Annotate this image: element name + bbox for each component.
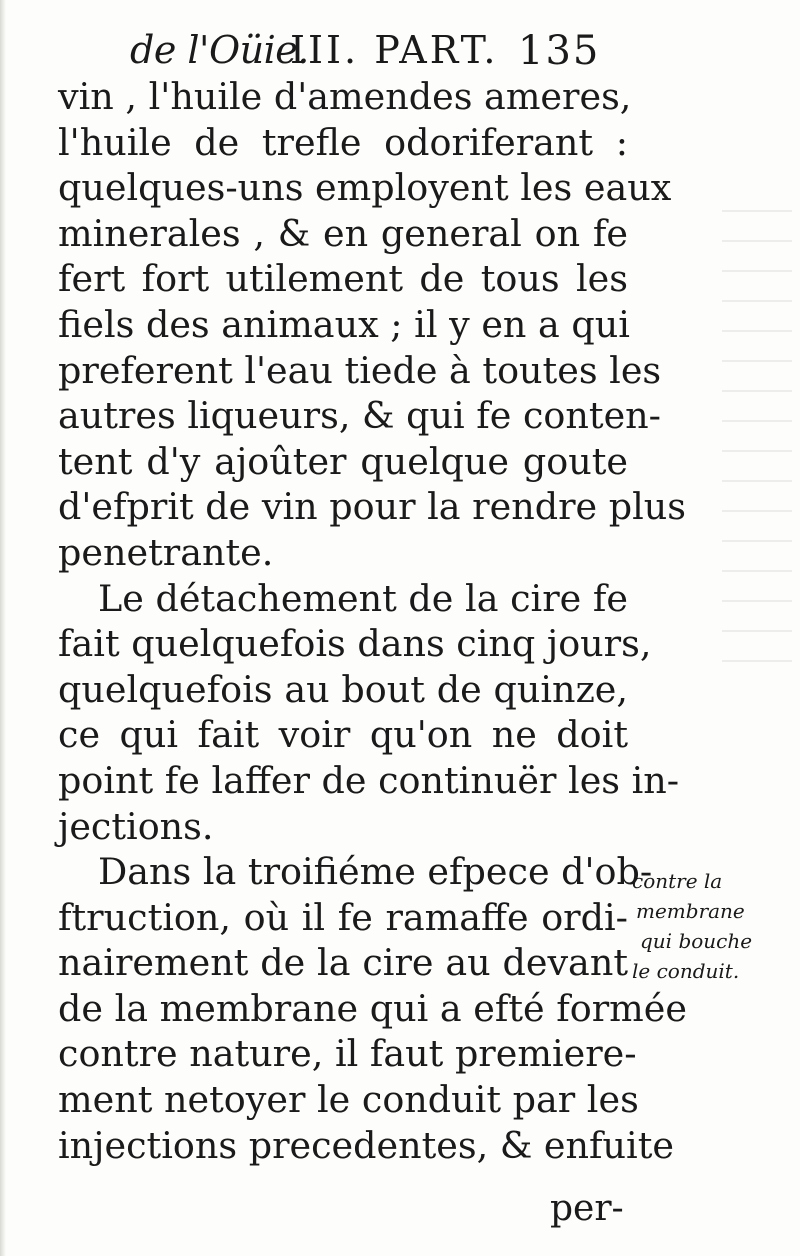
running-title: de l'Oüie.: [130, 28, 309, 72]
text-line: fert fort utilement de tous les: [58, 257, 628, 301]
text-line: de la membrane qui a efté formée: [58, 986, 687, 1030]
text-line: l'huile de trefle odoriferant :: [58, 120, 628, 164]
margin-note-line: contre la: [632, 869, 723, 893]
paragraph-start: Dans la troifiéme efpece d'ob-: [98, 850, 653, 894]
text-line: contre nature, il faut premiere-: [58, 1032, 637, 1076]
text-line: autres liqueurs, & qui fe conten-: [58, 394, 662, 438]
text-line: point fe laffer de continuër les in-: [58, 758, 680, 802]
text-line: fiels des animaux ; il y en a qui: [58, 302, 630, 346]
text-line: ce qui fait voir qu'on ne doit: [58, 713, 628, 757]
text-line: fait quelquefois dans cinq jours,: [58, 622, 652, 666]
text-line: minerales , & en general on fe: [58, 211, 628, 255]
text-line: penetrante.: [58, 530, 274, 574]
page-number: 135: [518, 28, 601, 74]
page-header: [0, 22, 800, 82]
text-line: injections precedentes, & enfuite: [58, 1123, 674, 1167]
margin-note-line: qui bouche: [640, 929, 753, 953]
show-through-bleed: [722, 210, 792, 690]
margin-note-line: le conduit.: [632, 959, 740, 983]
margin-note-line: membrane: [636, 899, 745, 923]
text-line: preferent l'eau tiede à toutes les: [58, 348, 662, 392]
text-line: d'efprit de vin pour la rendre plus: [58, 485, 687, 529]
text-line: tent d'y ajoûter quelque goute: [58, 439, 628, 483]
text-line: vin , l'huile d'amendes ameres,: [58, 75, 632, 118]
text-line: quelquefois au bout de quinze,: [58, 667, 628, 711]
margin-note: [632, 866, 782, 986]
paragraph-start: Le détachement de la cire fe: [98, 576, 628, 620]
text-line: ment netoyer le conduit par les: [58, 1078, 639, 1122]
text-line: ftruction, où il fe ramaffe ordi-: [58, 895, 628, 939]
text-line: quelques-uns employent les eaux: [58, 166, 672, 210]
text-line: jections.: [58, 804, 214, 848]
page-edge: [0, 0, 6, 1256]
catchword: per-: [550, 1188, 624, 1229]
part-label: III. PART.: [290, 28, 499, 72]
text-line: nairement de la cire au devant: [58, 941, 628, 985]
